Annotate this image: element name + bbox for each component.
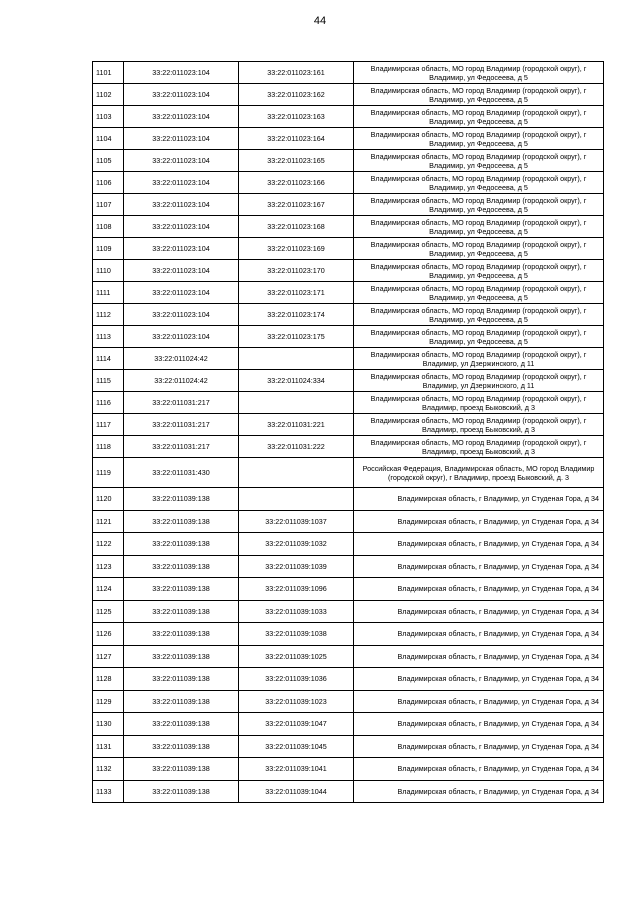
table-row bbox=[93, 458, 604, 488]
address-cell: Российская Федерация, Владимирская область, МО город Владимир (городской округ), г Владимир, проезд Быковский, д. 3 bbox=[354, 458, 604, 488]
address-cell: Владимирская область, МО город Владимир (городской округ), г Владимир, ул Федосеева, д 5 bbox=[354, 194, 604, 216]
address-cell: Владимирская область, МО город Владимир (городской округ), г Владимир, ул Федосеева, д 5 bbox=[354, 216, 604, 238]
address-cell: Владимирская область, г Владимир, ул Студеная Гора, д 34 bbox=[354, 578, 604, 601]
parcel-cadastral-cell: 33:22:011039:138 bbox=[124, 578, 239, 601]
object-cadastral-cell: 33:22:011023:169 bbox=[239, 238, 354, 260]
parcel-cadastral-cell: 33:22:011031:217 bbox=[124, 414, 239, 436]
page-number: 44 bbox=[313, 15, 327, 27]
parcel-cadastral-cell: 33:22:011023:104 bbox=[124, 106, 239, 128]
parcel-cadastral-cell: 33:22:011023:104 bbox=[124, 304, 239, 326]
object-cadastral-cell: 33:22:011024:334 bbox=[239, 370, 354, 392]
table-row bbox=[93, 106, 604, 128]
table-row bbox=[93, 510, 604, 533]
table-row bbox=[93, 62, 604, 84]
parcel-cadastral-cell: 33:22:011023:104 bbox=[124, 84, 239, 106]
address-cell: Владимирская область, г Владимир, ул Студеная Гора, д 34 bbox=[354, 555, 604, 578]
row-number-cell: 1132 bbox=[93, 758, 124, 781]
row-number-cell: 1105 bbox=[93, 150, 124, 172]
table-row bbox=[93, 578, 604, 601]
cadastral-table bbox=[92, 61, 604, 803]
address-cell: Владимирская область, г Владимир, ул Студеная Гора, д 34 bbox=[354, 758, 604, 781]
row-number-cell: 1103 bbox=[93, 106, 124, 128]
address-cell: Владимирская область, г Владимир, ул Студеная Гора, д 34 bbox=[354, 690, 604, 713]
row-number-cell: 1112 bbox=[93, 304, 124, 326]
row-number-cell: 1128 bbox=[93, 668, 124, 691]
object-cadastral-cell: 33:22:011023:165 bbox=[239, 150, 354, 172]
object-cadastral-cell: 33:22:011039:1032 bbox=[239, 533, 354, 556]
address-cell: Владимирская область, МО город Владимир (городской округ), г Владимир, ул Федосеева, д 5 bbox=[354, 282, 604, 304]
table-row bbox=[93, 780, 604, 803]
object-cadastral-cell: 33:22:011039:1044 bbox=[239, 780, 354, 803]
object-cadastral-cell: 33:22:011023:161 bbox=[239, 62, 354, 84]
parcel-cadastral-cell: 33:22:011039:138 bbox=[124, 780, 239, 803]
object-cadastral-cell bbox=[239, 458, 354, 488]
address-cell: Владимирская область, МО город Владимир (городской округ), г Владимир, проезд Быковский, д 3 bbox=[354, 436, 604, 458]
address-cell: Владимирская область, г Владимир, ул Студеная Гора, д 34 bbox=[354, 600, 604, 623]
table-row bbox=[93, 436, 604, 458]
parcel-cadastral-cell: 33:22:011031:217 bbox=[124, 436, 239, 458]
object-cadastral-cell: 33:22:011023:167 bbox=[239, 194, 354, 216]
parcel-cadastral-cell: 33:22:011023:104 bbox=[124, 128, 239, 150]
row-number-cell: 1125 bbox=[93, 600, 124, 623]
object-cadastral-cell: 33:22:011023:171 bbox=[239, 282, 354, 304]
parcel-cadastral-cell: 33:22:011023:104 bbox=[124, 216, 239, 238]
row-number-cell: 1133 bbox=[93, 780, 124, 803]
object-cadastral-cell: 33:22:011039:1041 bbox=[239, 758, 354, 781]
object-cadastral-cell bbox=[239, 392, 354, 414]
object-cadastral-cell: 33:22:011023:162 bbox=[239, 84, 354, 106]
parcel-cadastral-cell: 33:22:011024:42 bbox=[124, 348, 239, 370]
parcel-cadastral-cell: 33:22:011039:138 bbox=[124, 690, 239, 713]
row-number-cell: 1119 bbox=[93, 458, 124, 488]
object-cadastral-cell: 33:22:011023:168 bbox=[239, 216, 354, 238]
table-row bbox=[93, 172, 604, 194]
row-number-cell: 1120 bbox=[93, 488, 124, 511]
parcel-cadastral-cell: 33:22:011031:217 bbox=[124, 392, 239, 414]
table-row bbox=[93, 555, 604, 578]
table-row bbox=[93, 194, 604, 216]
address-cell: Владимирская область, г Владимир, ул Студеная Гора, д 34 bbox=[354, 645, 604, 668]
parcel-cadastral-cell: 33:22:011023:104 bbox=[124, 326, 239, 348]
address-cell: Владимирская область, г Владимир, ул Студеная Гора, д 34 bbox=[354, 735, 604, 758]
row-number-cell: 1127 bbox=[93, 645, 124, 668]
address-cell: Владимирская область, МО город Владимир (городской округ), г Владимир, ул Федосеева, д 5 bbox=[354, 128, 604, 150]
address-cell: Владимирская область, г Владимир, ул Студеная Гора, д 34 bbox=[354, 780, 604, 803]
table-row bbox=[93, 326, 604, 348]
row-number-cell: 1114 bbox=[93, 348, 124, 370]
cadastral-table-body bbox=[93, 62, 604, 803]
address-cell: Владимирская область, г Владимир, ул Студеная Гора, д 34 bbox=[354, 488, 604, 511]
object-cadastral-cell: 33:22:011023:166 bbox=[239, 172, 354, 194]
parcel-cadastral-cell: 33:22:011023:104 bbox=[124, 172, 239, 194]
address-cell: Владимирская область, МО город Владимир (городской округ), г Владимир, ул Федосеева, д 5 bbox=[354, 260, 604, 282]
parcel-cadastral-cell: 33:22:011039:138 bbox=[124, 668, 239, 691]
row-number-cell: 1124 bbox=[93, 578, 124, 601]
object-cadastral-cell: 33:22:011023:164 bbox=[239, 128, 354, 150]
object-cadastral-cell: 33:22:011039:1038 bbox=[239, 623, 354, 646]
table-row bbox=[93, 623, 604, 646]
address-cell: Владимирская область, г Владимир, ул Студеная Гора, д 34 bbox=[354, 533, 604, 556]
parcel-cadastral-cell: 33:22:011024:42 bbox=[124, 370, 239, 392]
table-row bbox=[93, 488, 604, 511]
object-cadastral-cell: 33:22:011031:221 bbox=[239, 414, 354, 436]
parcel-cadastral-cell: 33:22:011039:138 bbox=[124, 735, 239, 758]
table-row bbox=[93, 348, 604, 370]
table-row bbox=[93, 735, 604, 758]
parcel-cadastral-cell: 33:22:011039:138 bbox=[124, 600, 239, 623]
object-cadastral-cell: 33:22:011023:175 bbox=[239, 326, 354, 348]
parcel-cadastral-cell: 33:22:011023:104 bbox=[124, 62, 239, 84]
parcel-cadastral-cell: 33:22:011023:104 bbox=[124, 260, 239, 282]
object-cadastral-cell: 33:22:011039:1045 bbox=[239, 735, 354, 758]
address-cell: Владимирская область, МО город Владимир (городской округ), г Владимир, ул Федосеева, д 5 bbox=[354, 172, 604, 194]
row-number-cell: 1129 bbox=[93, 690, 124, 713]
address-cell: Владимирская область, МО город Владимир (городской округ), г Владимир, ул Федосеева, д 5 bbox=[354, 150, 604, 172]
address-cell: Владимирская область, МО город Владимир (городской округ), г Владимир, ул Федосеева, д 5 bbox=[354, 304, 604, 326]
parcel-cadastral-cell: 33:22:011039:138 bbox=[124, 510, 239, 533]
address-cell: Владимирская область, МО город Владимир (городской округ), г Владимир, проезд Быковский, д 3 bbox=[354, 392, 604, 414]
object-cadastral-cell: 33:22:011023:174 bbox=[239, 304, 354, 326]
address-cell: Владимирская область, МО город Владимир (городской округ), г Владимир, ул Дзержинского, д 11 bbox=[354, 370, 604, 392]
table-row bbox=[93, 392, 604, 414]
table-row bbox=[93, 533, 604, 556]
row-number-cell: 1122 bbox=[93, 533, 124, 556]
row-number-cell: 1116 bbox=[93, 392, 124, 414]
row-number-cell: 1104 bbox=[93, 128, 124, 150]
row-number-cell: 1118 bbox=[93, 436, 124, 458]
row-number-cell: 1110 bbox=[93, 260, 124, 282]
row-number-cell: 1115 bbox=[93, 370, 124, 392]
table-row bbox=[93, 414, 604, 436]
address-cell: Владимирская область, МО город Владимир (городской округ), г Владимир, проезд Быковский, д 3 bbox=[354, 414, 604, 436]
row-number-cell: 1126 bbox=[93, 623, 124, 646]
parcel-cadastral-cell: 33:22:011031:430 bbox=[124, 458, 239, 488]
object-cadastral-cell: 33:22:011039:1023 bbox=[239, 690, 354, 713]
address-cell: Владимирская область, МО город Владимир (городской округ), г Владимир, ул Федосеева, д 5 bbox=[354, 106, 604, 128]
object-cadastral-cell: 33:22:011039:1096 bbox=[239, 578, 354, 601]
table-row bbox=[93, 128, 604, 150]
table-row bbox=[93, 84, 604, 106]
row-number-cell: 1113 bbox=[93, 326, 124, 348]
table-row bbox=[93, 238, 604, 260]
row-number-cell: 1107 bbox=[93, 194, 124, 216]
table-row bbox=[93, 758, 604, 781]
parcel-cadastral-cell: 33:22:011039:138 bbox=[124, 645, 239, 668]
row-number-cell: 1131 bbox=[93, 735, 124, 758]
table-row bbox=[93, 668, 604, 691]
object-cadastral-cell: 33:22:011023:163 bbox=[239, 106, 354, 128]
table-row bbox=[93, 645, 604, 668]
parcel-cadastral-cell: 33:22:011039:138 bbox=[124, 713, 239, 736]
row-number-cell: 1108 bbox=[93, 216, 124, 238]
row-number-cell: 1106 bbox=[93, 172, 124, 194]
parcel-cadastral-cell: 33:22:011039:138 bbox=[124, 533, 239, 556]
address-cell: Владимирская область, МО город Владимир (городской округ), г Владимир, ул Федосеева, д 5 bbox=[354, 238, 604, 260]
address-cell: Владимирская область, г Владимир, ул Студеная Гора, д 34 bbox=[354, 668, 604, 691]
parcel-cadastral-cell: 33:22:011039:138 bbox=[124, 623, 239, 646]
parcel-cadastral-cell: 33:22:011039:138 bbox=[124, 488, 239, 511]
object-cadastral-cell bbox=[239, 348, 354, 370]
address-cell: Владимирская область, г Владимир, ул Студеная Гора, д 34 bbox=[354, 713, 604, 736]
table-row bbox=[93, 304, 604, 326]
address-cell: Владимирская область, МО город Владимир (городской округ), г Владимир, ул Дзержинского, д 11 bbox=[354, 348, 604, 370]
object-cadastral-cell: 33:22:011039:1025 bbox=[239, 645, 354, 668]
object-cadastral-cell: 33:22:011039:1033 bbox=[239, 600, 354, 623]
row-number-cell: 1121 bbox=[93, 510, 124, 533]
address-cell: Владимирская область, МО город Владимир (городской округ), г Владимир, ул Федосеева, д 5 bbox=[354, 84, 604, 106]
parcel-cadastral-cell: 33:22:011023:104 bbox=[124, 238, 239, 260]
table-row bbox=[93, 600, 604, 623]
row-number-cell: 1123 bbox=[93, 555, 124, 578]
table-row bbox=[93, 370, 604, 392]
table-row bbox=[93, 713, 604, 736]
object-cadastral-cell: 33:22:011039:1037 bbox=[239, 510, 354, 533]
table-row bbox=[93, 150, 604, 172]
table-row bbox=[93, 260, 604, 282]
row-number-cell: 1130 bbox=[93, 713, 124, 736]
row-number-cell: 1111 bbox=[93, 282, 124, 304]
table-row bbox=[93, 282, 604, 304]
row-number-cell: 1102 bbox=[93, 84, 124, 106]
table-row bbox=[93, 690, 604, 713]
address-cell: Владимирская область, МО город Владимир (городской округ), г Владимир, ул Федосеева, д 5 bbox=[354, 62, 604, 84]
object-cadastral-cell: 33:22:011039:1047 bbox=[239, 713, 354, 736]
address-cell: Владимирская область, МО город Владимир (городской округ), г Владимир, ул Федосеева, д 5 bbox=[354, 326, 604, 348]
object-cadastral-cell: 33:22:011023:170 bbox=[239, 260, 354, 282]
row-number-cell: 1117 bbox=[93, 414, 124, 436]
object-cadastral-cell: 33:22:011039:1039 bbox=[239, 555, 354, 578]
parcel-cadastral-cell: 33:22:011023:104 bbox=[124, 282, 239, 304]
object-cadastral-cell: 33:22:011031:222 bbox=[239, 436, 354, 458]
object-cadastral-cell: 33:22:011039:1036 bbox=[239, 668, 354, 691]
row-number-cell: 1109 bbox=[93, 238, 124, 260]
row-number-cell: 1101 bbox=[93, 62, 124, 84]
parcel-cadastral-cell: 33:22:011039:138 bbox=[124, 758, 239, 781]
parcel-cadastral-cell: 33:22:011039:138 bbox=[124, 555, 239, 578]
address-cell: Владимирская область, г Владимир, ул Студеная Гора, д 34 bbox=[354, 623, 604, 646]
address-cell: Владимирская область, г Владимир, ул Студеная Гора, д 34 bbox=[354, 510, 604, 533]
table-row bbox=[93, 216, 604, 238]
parcel-cadastral-cell: 33:22:011023:104 bbox=[124, 150, 239, 172]
parcel-cadastral-cell: 33:22:011023:104 bbox=[124, 194, 239, 216]
object-cadastral-cell bbox=[239, 488, 354, 511]
